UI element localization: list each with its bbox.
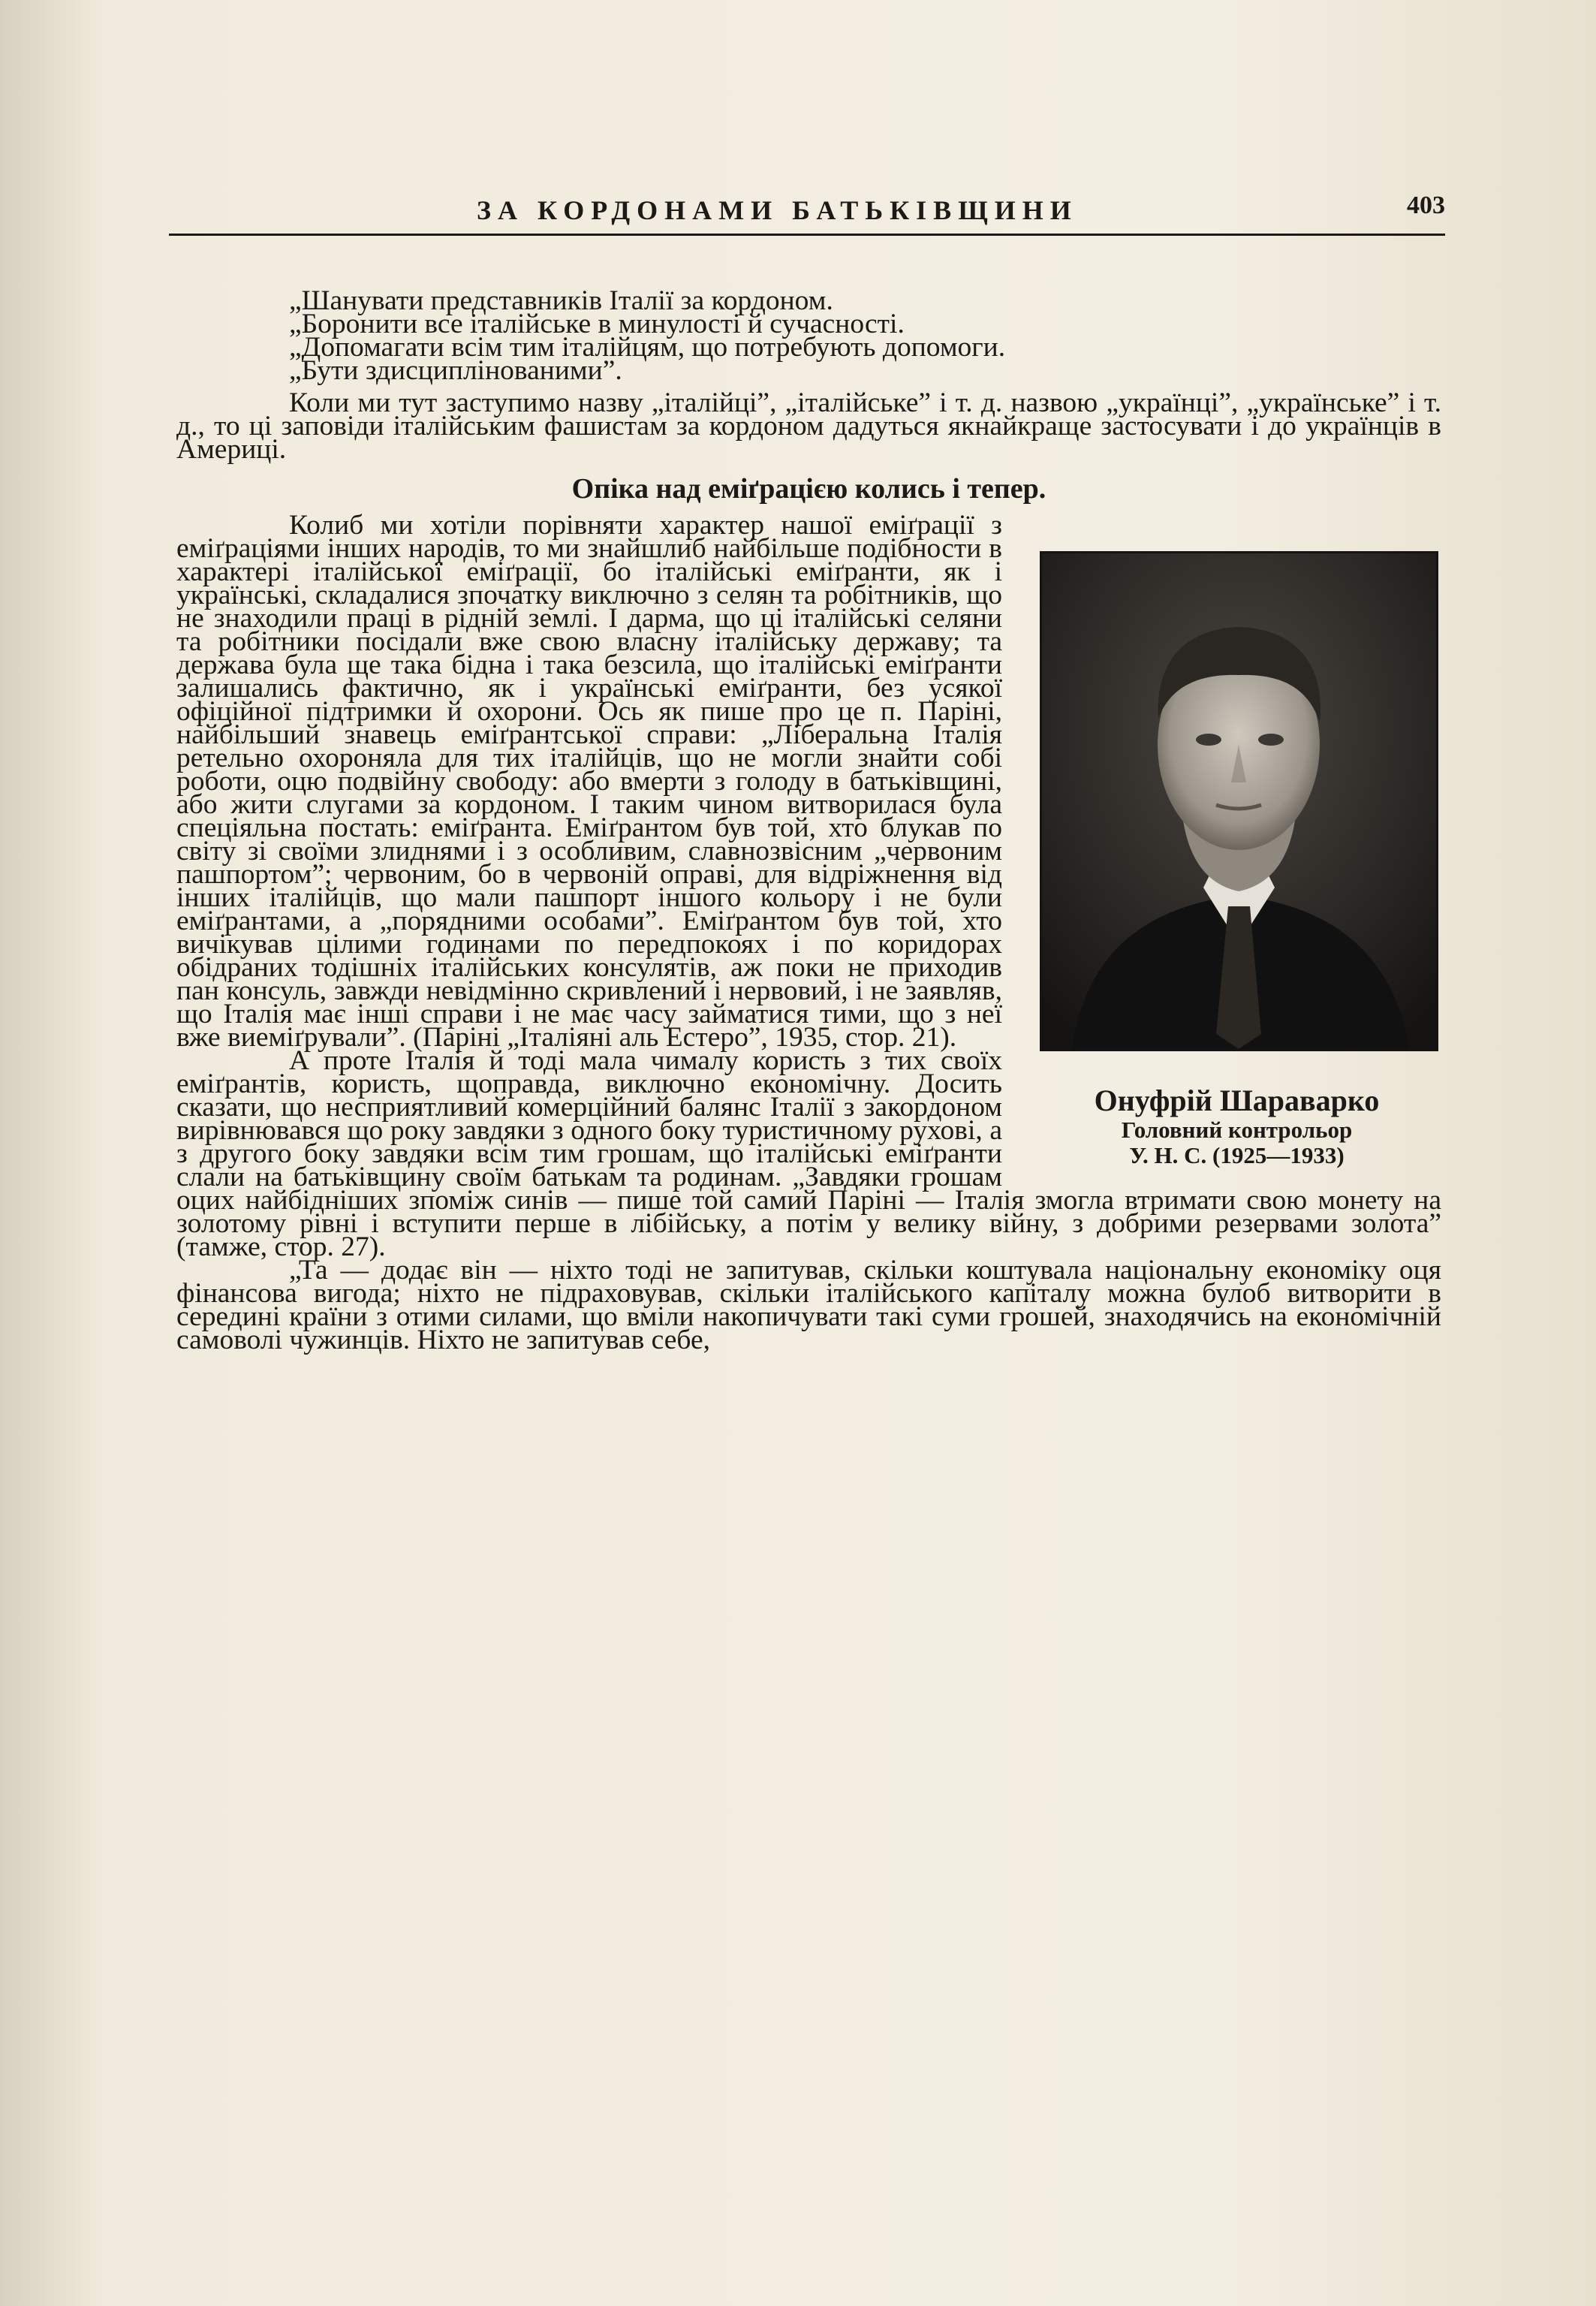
page-header (169, 191, 1445, 236)
paragraph-b: А проте Італія й тоді мала чималу користь з тих своїх еміґрантів, користь, щоправда, виключно економічну. Досить сказати, що несприятливий комерційний балянс Італії з закордоном вирівнювався що року завдяки з одного боку туристичному рухові, а з другого боку завдяки всім тим грошам, що італійські еміґранти слали на батьківщину своїм батькам та родинам. „Завдяки грошам оцих найбідніших зпоміж синів — пише той самий Паріні — Італія змогла втримати свою монету на золотому рівні і вступити перше в лібійську, а потім у велику війну, з добрими резервами золота” (тамже, стор. 27). (176, 1045, 1441, 1262)
caption-name: Онуфрій Шараварко (1094, 1084, 1380, 1117)
portrait-figure (1032, 551, 1441, 1168)
caption-org: У. Н. С. (1925—1933) (1129, 1142, 1345, 1168)
motto-line: „Боронити все італійське в минулості й сучасності. (289, 309, 905, 339)
paragraph-c: „Та — додає він — ніхто тоді не запитував, скільки коштувала національну економіку оця фінансова вигода; ніхто не підраховував, скільки італійського капіталу можна булоб витворити в середині країни з отими силами, що вміли накопичувати такі суми грошей, знаходячись на економічній самоволі чужинців. Ніхто не запитував себе, (176, 1255, 1441, 1355)
motto-line: „Допомагати всім тим італійцям, що потребують допомоги. (289, 332, 1006, 363)
caption-role: Головний контрольор (1121, 1117, 1353, 1143)
portrait-photo (1040, 551, 1438, 1051)
portrait-image (1042, 553, 1436, 1049)
motto-line: „Шанувати представників Італії за кордоном. (289, 285, 833, 316)
body-text (176, 285, 1441, 1355)
motto-line: „Бути здисциплінованими”. (289, 355, 622, 386)
paragraph-main: Колиб ми хотіли порівняти характер нашої еміґрації з еміґраціями інших народів, то ми знайшлиб найбільше подібности в характері італійської еміґрації, бо італійські еміґранти, як і українські, складалися зпочатку виключно з селян та робітників, що не знаходили праці в рідній землі. І дарма, що ці італійські селяни та робітники посідали вже свою власну італійську державу; та держава була ще така бідна і така безсила, що італійські еміґранти залишались фактично, як і українські еміґранти, без усякої офіційної підтримки й охорони. Ось як пише про це п. Паріні, найбільший знавець еміґрантської справи: „Ліберальна Італія ретельно охороняла для тих італійців, що не могли знайти собі роботи, оцю подвійну свободу: або вмерти з голоду в батьківщині, або жити слугами за кордоном. І таким чином витворилася була спеціяльна постать: еміґранта. Еміґрантом був той, хто блукав по світу зі своїми злиднями і з особливим, славнозвісним „червоним пашпортом”; червоним, бо в червоній оправі, для відріжнення від інших італійців, що мали пашпорт іншого кольору і не були еміґрантами, а „порядними особами”. Еміґрантом був той, хто вичікував цілими годинами по передпокоях і по коридорах обідраних тодішніх італійських консулятів, аж поки не приходив пан консуль, завжди невідмінно скривлений і нервовий, і не заявляв, що Італія має інші справи і не має часу займатися тими, що з неї вже виеміґрували”. (Паріні „Італіяні аль Естеро”, 1935, стор. 21). (176, 510, 1002, 1053)
section-heading: Опіка над еміґрацією колись і тепер. (571, 473, 1046, 505)
running-head: ЗА КОРДОНАМИ БАТЬКІВЩИНИ (477, 195, 1078, 225)
page-number: 403 (1407, 191, 1445, 219)
paragraph-intro: Коли ми тут заступимо назву „італійці”, „італійське” і т. д. назвою „українці”, „українське” і т. д., то ці заповіди італійським фашистам за кордоном дадуться якнайкраще застосувати і до українців в Америці. (176, 387, 1441, 465)
